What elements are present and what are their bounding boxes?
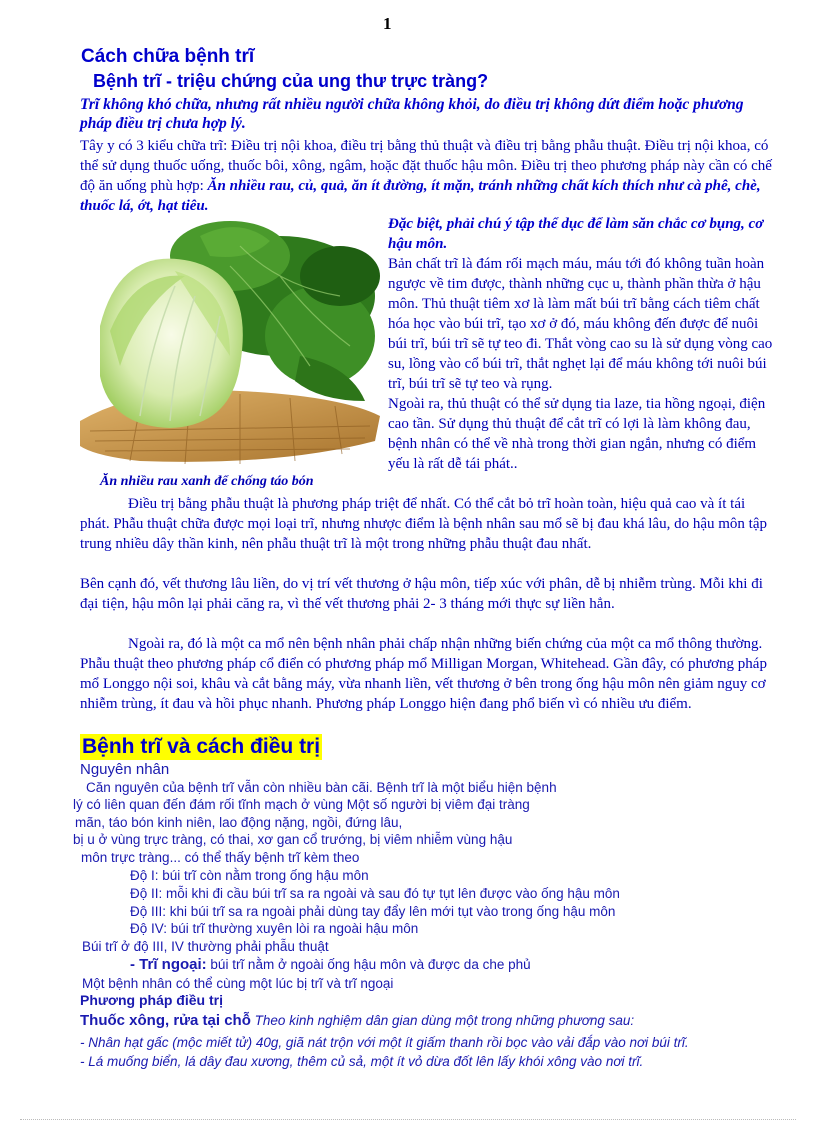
surgery-note: Búi trĩ ở độ III, IV thường phải phẫu thuật <box>82 939 329 954</box>
cause-line-5: môn trực tràng... có thể thấy bệnh trĩ kèm theo <box>81 850 360 865</box>
vegetable-basket-image <box>80 216 380 466</box>
cause-line-4: bị u ở vùng trực tràng, có thai, xơ gan cổ trướng, bị viêm nhiễm vùng hậu <box>73 832 513 847</box>
image-caption: Ăn nhiều rau xanh để chống táo bón <box>100 474 314 489</box>
page-title: Cách chữa bệnh trĩ <box>81 46 255 67</box>
remedy-1: - Nhân hạt gấc (mộc miết tử) 40g, giã nát trộn với một ít giấm thanh rồi bọc vào vải đắp vào nơi búi trĩ. <box>80 1035 689 1050</box>
degree-3: Độ III: khi búi trĩ sa ra ngoài phải dùng tay đẩy lên mới tụt vào trong ống hậu môn <box>130 904 616 919</box>
paragraph-1 <box>80 136 775 216</box>
remedy-2: - Lá muống biển, lá dây đau xương, thêm củ sả, một ít vỏ dừa đốt lên lấy khói xông vào nơi trĩ. <box>80 1054 644 1069</box>
cause-line-3: mãn, táo bón kinh niên, lao động nặng, ngồi, đứng lâu, <box>75 815 403 830</box>
degree-4: Độ IV: búi trĩ thường xuyên lòi ra ngoài hậu môn <box>130 921 419 936</box>
right-paragraph-2: Ngoài ra, thủ thuật có thể sử dụng tia laze, tia hồng ngoại, điện cao tần. Sử dụng thủ thuật để cắt trĩ có lợi là làm không đau, bệnh nhân có thể về nhà trong thời gian ngắn, nhưng có điểm yếu là rất dễ tái phát.. <box>388 396 766 472</box>
right-column <box>388 214 776 474</box>
external-text: búi trĩ nằm ở ngoài ống hậu môn và được da che phủ <box>206 957 531 972</box>
cause-line-2: lý có liên quan đến đám rối tĩnh mạch ở vùng Một số người bị viêm đại tràng <box>73 797 530 812</box>
method-subheading: Thuốc xông, rửa tại chỗ <box>80 1012 251 1029</box>
article-subtitle: Bệnh trĩ - triệu chứng của ung thư trực tràng? <box>93 71 489 91</box>
paragraph-4: Ngoài ra, đó là một ca mổ nên bệnh nhân phải chấp nhận những biến chứng của một ca mổ thông thường. Phẫu thuật theo phương pháp cổ điển có phương pháp mổ Milligan Morgan, Whitehead. Gần đây, có phương pháp mổ Longgo nội soi, khâu và cắt bằng máy, vừa nhanh liền, vết thương ở bên trong ống hậu môn nên giảm nguy cơ nhiễm trùng, ít đau và hồi phục nhanh. Phương pháp Longgo hiện đang phổ biến vì có nhiều ưu điểm. <box>80 636 767 712</box>
degree-1: Độ I: búi trĩ còn nằm trong ống hậu môn <box>130 868 369 883</box>
intro-text: Trĩ không khó chữa, nhưng rất nhiều người chữa không khỏi, do điều trị không dứt điểm hoặc phương pháp điều trị chưa hợp lý. <box>80 96 744 132</box>
method-heading: Phương pháp điều trị <box>80 992 223 1008</box>
page-number: 1 <box>383 14 392 33</box>
right-paragraph-1: Bản chất trĩ là đám rối mạch máu, máu tới đó không tuần hoàn ngược về tim được, thành những cục u, thành phần thừa ở hậu môn. Thủ thuật tiêm xơ là làm mất búi trĩ bằng cách tiêm chất hóa học vào búi trĩ, tạo xơ ở đó, máu không đến được để nuôi búi trĩ, búi trĩ sẽ tự teo đi. Thắt vòng cao su là sử dụng vòng cao su, lồng vào cổ búi trĩ, thắt nghẹt lại để máu không tới nuôi búi trĩ, búi trĩ sẽ tự teo và rụng. <box>388 256 773 392</box>
paragraph-2: Điều trị bằng phẫu thuật là phương pháp triệt để nhất. Có thể cắt bỏ trĩ hoàn toàn, hiệu quả cao và ít tái phát. Phẫu thuật chữa được mọi loại trĩ, nhưng nhược điểm là bệnh nhân sau mổ sẽ bị đau khá lâu, do hậu môn tập trung nhiều dây thần kinh, nên phẫu thuật trĩ là một trong những phẫu thuật đau nhất. <box>80 496 767 552</box>
degree-2: Độ II: mỗi khi đi cầu búi trĩ sa ra ngoài và sau đó tự tụt lên được vào ống hậu môn <box>130 886 620 901</box>
paragraph-3: Bên cạnh đó, vết thương lâu liền, do vị trí vết thương ở hậu môn, tiếp xúc với phân, dễ bị nhiễm trùng. Mỗi khi đi đại tiện, hậu môn lại phải căng ra, vì thế vết thương phải 2- 3 tháng mới thực sự liền hẳn. <box>80 576 763 612</box>
section-2-title: Bệnh trĩ và cách điều trị <box>82 735 321 758</box>
paragraph-1-text: Tây y có 3 kiểu chữa trĩ: Điều trị nội khoa, điều trị bằng thủ thuật và điều trị bằng phẫu thuật. Điều trị nội khoa, có thể sử dụng thuốc uống, thuốc bôi, xông, ngâm, hoặc đặt thuốc hậu môn. Điều trị theo phương pháp này cần có chế độ ăn uống phù hợp: <box>80 138 772 194</box>
exercise-note: Đặc biệt, phải chú ý tập thể dục để làm săn chắc cơ bụng, cơ hậu môn. <box>388 216 764 252</box>
page-bottom-divider <box>20 1119 796 1120</box>
method-subheading-line <box>80 1012 634 1030</box>
external-label: - Trĩ ngoại: <box>130 956 207 973</box>
method-subheading-note: Theo kinh nghiệm dân gian dùng một trong những phương sau: <box>250 1013 635 1028</box>
external-hemorrhoid-line <box>130 956 531 974</box>
cause-heading: Nguyên nhân <box>80 761 170 778</box>
mixed-note: Một bệnh nhân có thể cùng một lúc bị trĩ và trĩ ngoại <box>82 976 394 991</box>
cause-line-1: Căn nguyên của bệnh trĩ vẫn còn nhiều bàn cãi. Bệnh trĩ là một biểu hiện bệnh <box>86 780 557 795</box>
paragraph-1-emphasis: Ăn nhiều rau, củ, quả, ăn ít đường, ít mặn, tránh những chất kích thích như cà phê, chè, thuốc lá, ớt, hạt tiêu. <box>80 178 761 214</box>
